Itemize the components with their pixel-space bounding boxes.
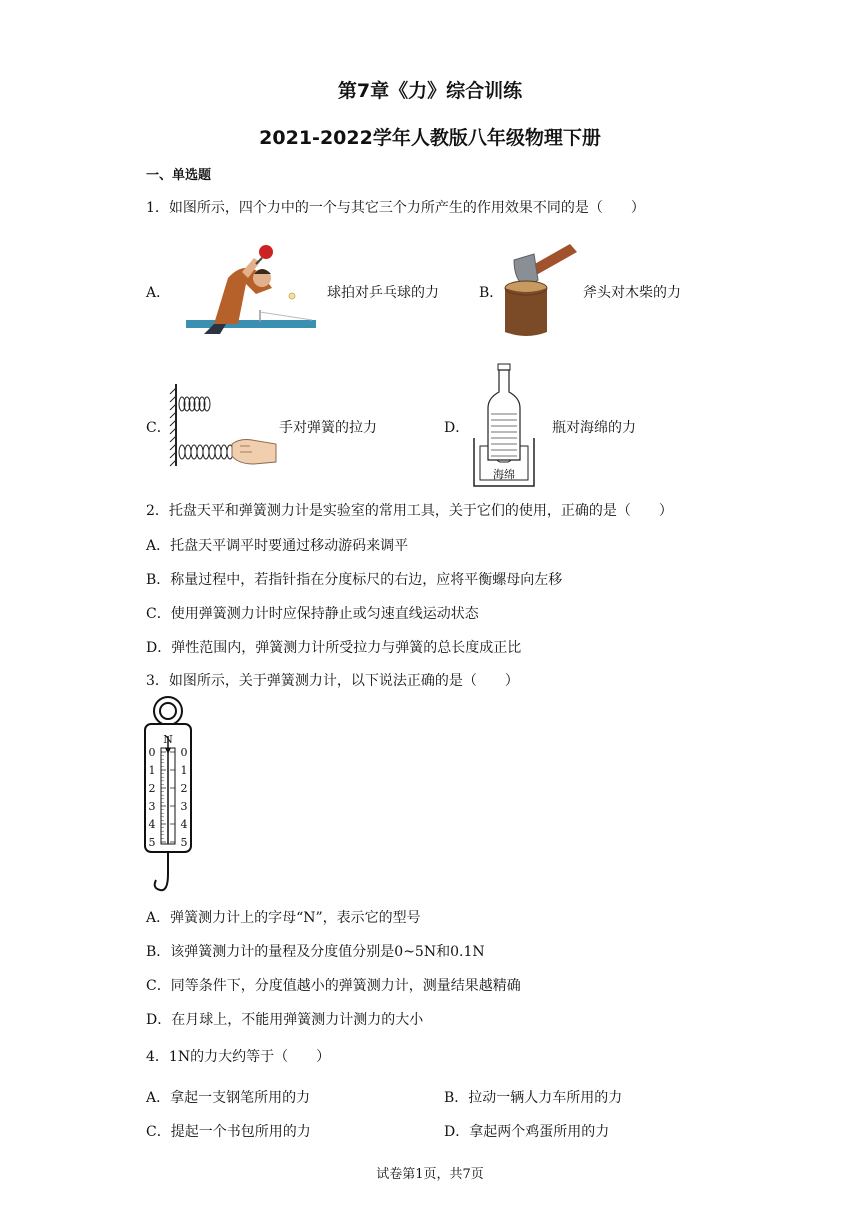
- scale-tick-left: 1: [148, 764, 156, 777]
- spring-scale-image: [140, 694, 200, 900]
- scale-tick-right: 5: [180, 836, 188, 849]
- question-2-stem: 2．托盘天平和弹簧测力计是实验室的常用工具，关于它们的使用，正确的是（ ）: [146, 503, 673, 519]
- q2-option-d: D．弹性范围内，弹簧测力计所受拉力与弹簧的总长度成正比: [146, 640, 522, 656]
- q1-option-a-caption: 球拍对乒乓球的力: [327, 285, 439, 301]
- ping-pong-player-image: [184, 238, 319, 334]
- q1-option-b-label: B．: [479, 285, 504, 301]
- spring-hand-image: [168, 382, 278, 468]
- scale-tick-left: 0: [148, 746, 156, 759]
- q2-option-b: B．称量过程中，若指针指在分度标尺的右边，应将平衡螺母向左移: [146, 572, 563, 588]
- scale-tick-left: 3: [148, 800, 156, 813]
- q3-option-a: A．弹簧测力计上的字母“N”，表示它的型号: [146, 910, 421, 926]
- q1-option-d-label: D．: [444, 420, 470, 436]
- q4-option-b: B．拉动一辆人力车所用的力: [444, 1090, 623, 1106]
- q1-option-c-caption: 手对弹簧的拉力: [279, 420, 377, 436]
- page-title: 第7章《力》综合训练: [337, 80, 523, 102]
- scale-tick-right: 0: [180, 746, 188, 759]
- section-heading: 一、单选题: [146, 168, 212, 183]
- page-subtitle: 2021-2022学年人教版八年级物理下册: [259, 127, 601, 149]
- axe-wood-image: [500, 240, 580, 340]
- q2-option-a: A．托盘天平调平时要通过移动游码来调平: [146, 538, 409, 554]
- q1-option-b-caption: 斧头对木柴的力: [583, 285, 681, 301]
- scale-tick-left: 5: [148, 836, 156, 849]
- q3-option-d: D．在月球上，不能用弹簧测力计测力的大小: [146, 1012, 424, 1028]
- q2-option-c: C．使用弹簧测力计时应保持静止或匀速直线运动状态: [146, 606, 479, 622]
- scale-tick-right: 1: [180, 764, 188, 777]
- scale-tick-right: 2: [180, 782, 188, 795]
- scale-tick-right: 4: [180, 818, 188, 831]
- q1-option-c-label: C．: [146, 420, 171, 436]
- q4-option-c: C．提起一个书包所用的力: [146, 1124, 311, 1140]
- page-footer: 试卷第1页，共7页: [376, 1167, 484, 1182]
- q1-option-a-label: A．: [146, 285, 171, 301]
- q4-option-d: D．拿起两个鸡蛋所用的力: [444, 1124, 610, 1140]
- q1-option-d-caption: 瓶对海绵的力: [552, 420, 636, 436]
- scale-tick-left: 4: [148, 818, 156, 831]
- question-3-stem: 3．如图所示，关于弹簧测力计，以下说法正确的是（ ）: [146, 673, 519, 689]
- sponge-label: 海绵: [493, 468, 515, 481]
- scale-tick-left: 2: [148, 782, 156, 795]
- question-4-stem: 4．1N的力大约等于（ ）: [146, 1049, 331, 1065]
- q3-option-c: C．同等条件下，分度值越小的弹簧测力计，测量结果越精确: [146, 978, 521, 994]
- q4-option-a: A．拿起一支钢笔所用的力: [146, 1090, 311, 1106]
- question-1-stem: 1．如图所示，四个力中的一个与其它三个力所产生的作用效果不同的是（ ）: [146, 200, 645, 216]
- scale-unit: N: [163, 733, 173, 746]
- bottle-sponge-image: [472, 362, 536, 488]
- scale-tick-right: 3: [180, 800, 188, 813]
- q3-option-b: B．该弹簧测力计的量程及分度值分别是0~5N和0.1N: [146, 944, 485, 960]
